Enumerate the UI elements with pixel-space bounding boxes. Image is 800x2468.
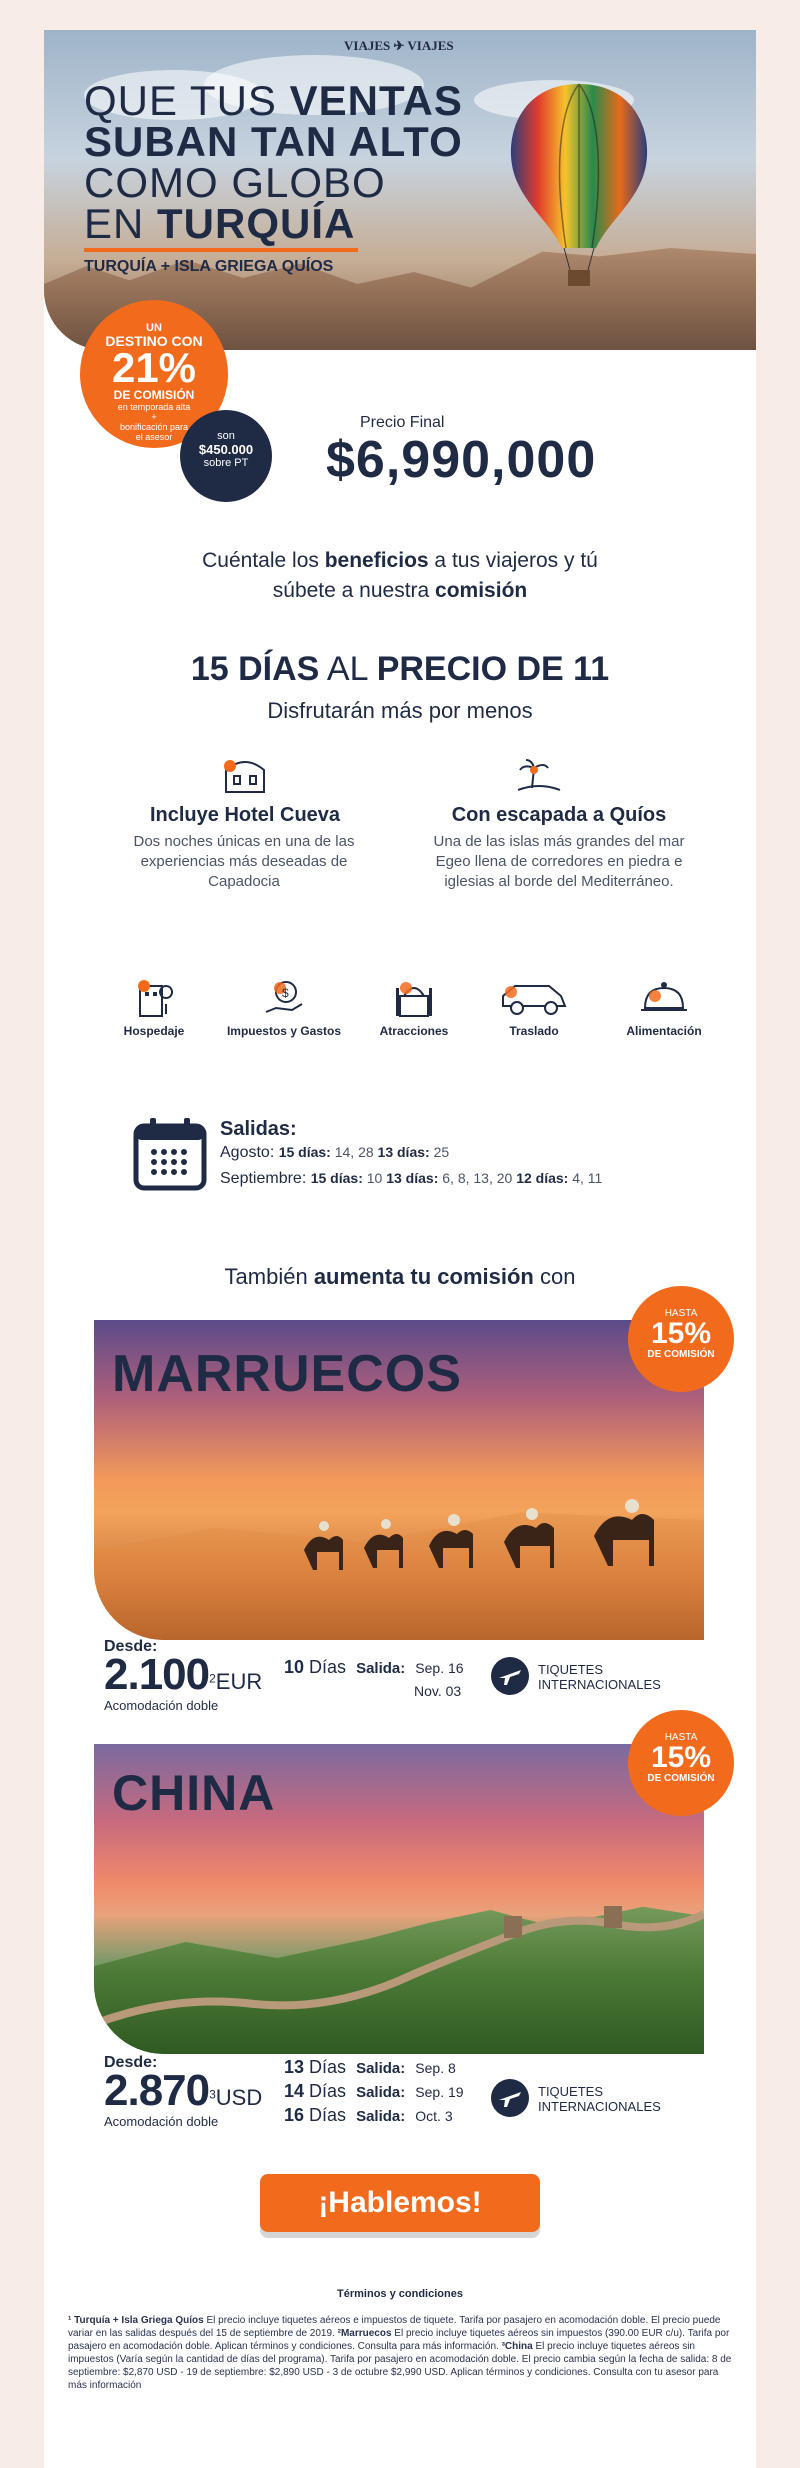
china-tickets: TIQUETES INTERNACIONALES <box>538 2084 661 2114</box>
attractions-icon <box>392 978 436 1018</box>
departures-september: Septiembre: 15 días: 10 13 días: 6, 8, 13, 20 12 días: 4, 11 <box>220 1170 603 1187</box>
include-lodging: Hospedaje <box>123 1024 185 1038</box>
commission-badge: UN DESTINO CON 21% DE COMISIÓN en temporada alta + bonificación para el asesor <box>80 300 228 448</box>
china-commission-badge: HASTA 15% DE COMISIÓN <box>628 1710 734 1816</box>
lets-talk-button[interactable]: ¡Hablemos! <box>260 2174 540 2232</box>
departures-title: Salidas: <box>220 1118 297 1140</box>
morocco-from: Desde: <box>104 1638 158 1655</box>
camel-caravan-image <box>294 1490 694 1580</box>
morocco-commission-badge: HASTA 15% DE COMISIÓN <box>628 1286 734 1392</box>
morocco-photo[interactable] <box>94 1320 704 1640</box>
svg-text:$: $ <box>282 986 289 1000</box>
email-body <box>44 30 756 2468</box>
terms-text: ¹ Turquía + Isla Griega Quíos El precio incluye tiquetes aéreos e impuestos de tiquete. Tarifa por pasajero en acomodación doble. El precio puede variar en las salidas después del 15 de septiembre de 2019. ²Marruecos El precio incluye tiquetes aéreos sin impuestos (390.00 EUR c/u). Tarifa por pasajero en acomodación doble. Aplican términos y condiciones. Consulta para más información. ³China El precio incluye tiquetes aéreos sin impuestos (Varía según la cantidad de días del programa). Tarifa por pasajero en acomodación doble. El precio cambia según la fecha de salida: 8 de septiembre: $2,870 USD - 19 de septiembre: $2,890 USD - 3 de octubre $2,990 USD. Aplican términos y condiciones. Consulta con tu asesor para más información <box>68 2315 732 2391</box>
hero-subtitle: TURQUÍA + ISLA GRIEGA QUÍOS <box>84 258 334 275</box>
price-value: $6,990,000 <box>326 431 597 489</box>
island-palm-icon <box>514 756 564 796</box>
taxes-hand-icon <box>262 978 306 1018</box>
great-wall-image <box>94 1894 704 2054</box>
feature-desc-hotel: Dos noches únicas en una de las experiencias más deseadas de Capadocia <box>133 833 355 890</box>
pitch-text: Cuéntale los beneficios a tus viajeros y tú súbete a nuestra comisión <box>202 549 598 602</box>
feature-desc-quios: Una de las islas más grandes del mar Egeo llena de corredores en piedra e iglesias al borde del Mediterráneo. <box>433 833 685 890</box>
food-cloche-icon <box>639 978 689 1018</box>
morocco-price-block: 2.100$^2$EUR <box>104 1650 263 1699</box>
calendar-icon <box>132 1116 208 1197</box>
hot-air-balloon-image <box>504 80 654 310</box>
departures-august: Agosto: 15 días: 14, 28 13 días: 25 <box>220 1144 450 1161</box>
include-taxes: Impuestos y Gastos <box>226 1024 342 1038</box>
transfer-car-icon <box>499 978 569 1018</box>
also-heading: También aumenta tu comisión con <box>224 1264 576 1289</box>
china-from: Desde: <box>104 2054 158 2071</box>
china-price-block: 2.870$^3$USD <box>104 2066 263 2115</box>
feature-title-hotel: Incluye Hotel Cueva <box>149 804 341 826</box>
includes-row <box>84 978 724 1048</box>
china-dates: 13 Días Salida: Sep. 8 14 Días Salida: Sep. 19 16 Días Salida: Oct. 3 <box>284 2057 464 2125</box>
brand-logo[interactable]: VIAJES ✈ VIAJES <box>344 38 454 53</box>
morocco-room: Acomodación doble <box>104 1698 219 1713</box>
morocco-dates: 10 Días Salida: Sep. 16 Nov. 03 <box>284 1657 464 1699</box>
feature-title-quios: Con escapada a Quíos <box>451 804 667 826</box>
china-plane-icon <box>490 2078 530 2123</box>
china-room: Acomodación doble <box>104 2114 219 2129</box>
terms-title: Términos y condiciones <box>337 2288 463 2300</box>
hero-headline: QUE TUS VENTAS SUBAN TAN ALTO COMO GLOBO EN TURQUÍA <box>84 77 463 247</box>
include-food: Alimentación <box>626 1024 702 1038</box>
promo-heading: 15 DÍAS AL PRECIO DE 11 <box>190 650 610 688</box>
include-attractions: Atracciones <box>379 1024 449 1038</box>
china-photo[interactable] <box>94 1744 704 2054</box>
morocco-title: MARRUECOS <box>112 1345 462 1403</box>
morocco-tickets: TIQUETES INTERNACIONALES <box>538 1662 661 1692</box>
lodging-icon <box>132 978 176 1018</box>
promo-subtitle: Disfrutarán más por menos <box>267 698 533 723</box>
price-label: Precio Final <box>360 414 445 431</box>
headline-underline <box>84 248 358 252</box>
morocco-plane-icon <box>490 1656 530 1701</box>
cave-hotel-icon <box>220 756 270 796</box>
bonus-badge: son $450.000 sobre PT <box>180 410 272 502</box>
china-title: CHINA <box>112 1765 276 1821</box>
include-transfer: Traslado <box>509 1024 559 1038</box>
